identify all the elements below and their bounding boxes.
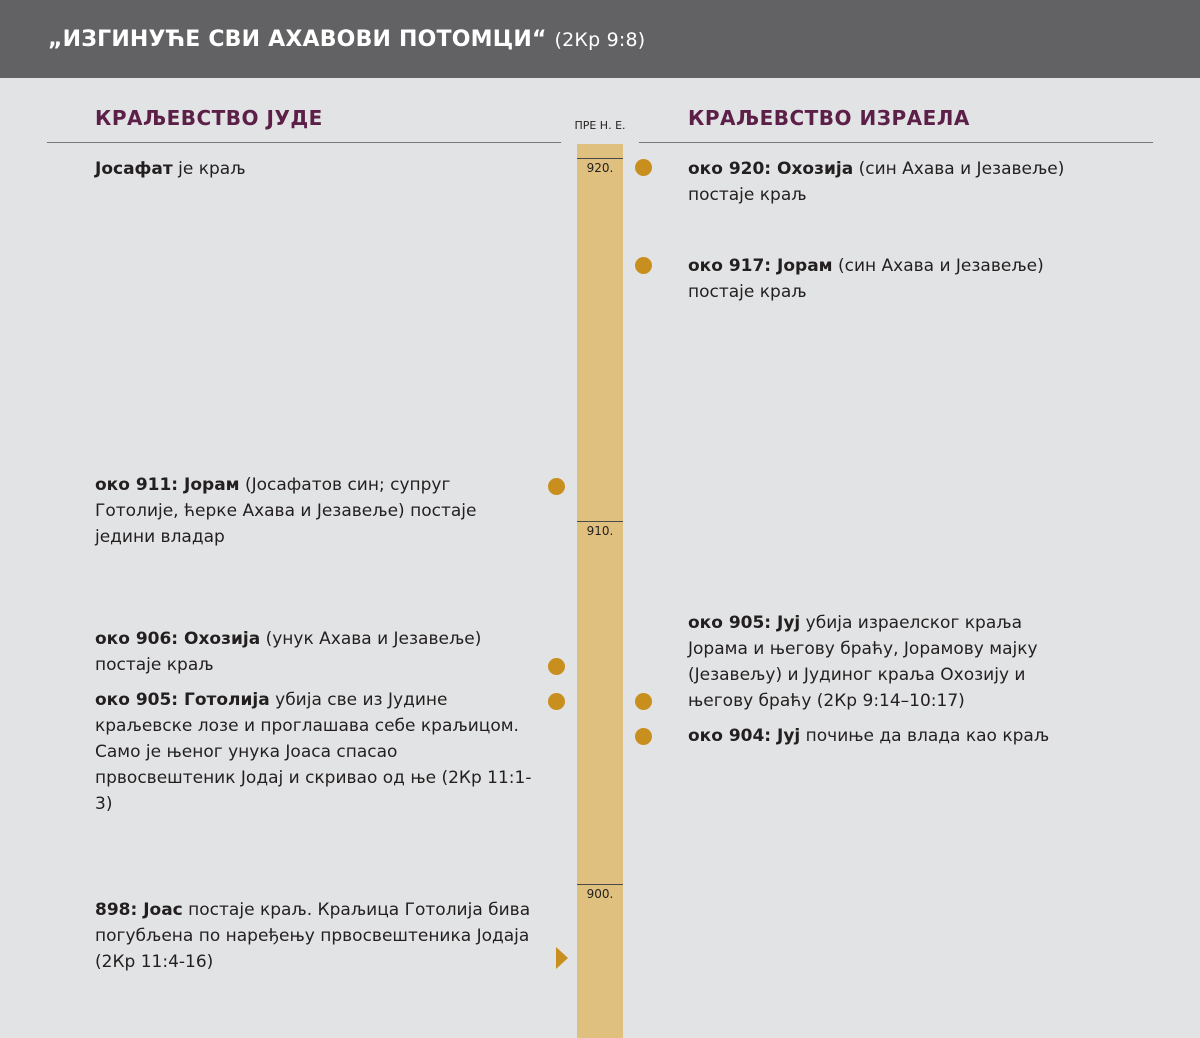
entry-title: око 905: Готолија <box>95 690 270 710</box>
right-marker-920 <box>635 159 652 176</box>
left-marker-898-arrow <box>556 947 568 969</box>
timeline-tick-910 <box>577 521 623 522</box>
right-divider <box>639 142 1153 143</box>
left-marker-906 <box>548 658 565 675</box>
title-text: „ИЗГИНУЋЕ СВИ АХАВОВИ ПОТОМЦИ“ <box>48 27 547 52</box>
left-marker-905 <box>548 693 565 710</box>
entry-title: око 920: Охозија <box>688 159 854 179</box>
entry-title: око 917: Јорам <box>688 256 833 276</box>
right-marker-905 <box>635 693 652 710</box>
left-entry-ahaziah <box>95 626 535 678</box>
entry-text: убија све из Јудине краљевске лозе и проглашава себе краљицом. Само је њеног унука Јоаса спасао првосвештеник Јодај и скривао од ње (2Кр 11:1-3) <box>95 690 532 814</box>
entry-title: 898: Јоас <box>95 900 183 920</box>
timeline-tick-920 <box>577 158 623 159</box>
right-entry-jehu-reigns <box>688 723 1078 749</box>
timeline-tick-label-910: 910. <box>586 524 614 538</box>
timeline-tick-900 <box>577 884 623 885</box>
timeline-tick-label-920: 920. <box>586 161 614 175</box>
entry-title: око 905: Јуј <box>688 613 801 633</box>
left-entry-jehoash <box>95 897 535 975</box>
left-column-title: КРАЉЕВСТВО ЈУДЕ <box>95 106 323 130</box>
entry-text: убија израелског краља Јорама и његову браћу, Јорамову мајку (Језавељу) и Јудиног краља Охозију и његову браћу (2Кр 9:14–10:17) <box>688 613 1038 711</box>
left-divider <box>47 142 561 143</box>
entry-title: око 904: Јуј <box>688 726 801 746</box>
title-reference: (2Кр 9:8) <box>554 29 646 51</box>
entry-title: око 906: Охозија <box>95 629 261 649</box>
header-banner <box>0 0 1200 78</box>
timeline-tick-label-900: 900. <box>586 887 614 901</box>
era-label: ПРЕ Н. Е. <box>574 119 626 132</box>
timeline-bar <box>577 144 623 1038</box>
entry-title: око 911: Јорам <box>95 475 240 495</box>
entry-text: (унук Ахава и Језавеље) постаје краљ <box>95 629 482 675</box>
right-entry-jehu-kills <box>688 610 1078 714</box>
left-entry-athaliah <box>95 687 535 817</box>
entry-text: (син Ахава и Језавеље) постаје краљ <box>688 256 1044 302</box>
entry-text: постаје краљ. Краљица Готолија бива погубљена по наређењу првосвештеника Јодаја (2Кр 11:4-16) <box>95 900 531 972</box>
left-entry-jehoram <box>95 472 535 550</box>
left-marker-911 <box>548 478 565 495</box>
right-marker-917 <box>635 257 652 274</box>
entry-text: је краљ <box>172 159 246 179</box>
entry-text: (син Ахава и Језавеље) постаје краљ <box>688 159 1065 205</box>
right-column-title: КРАЉЕВСТВО ИЗРАЕЛА <box>688 106 970 130</box>
page-title <box>48 27 645 52</box>
right-entry-ahaziah <box>688 156 1078 208</box>
right-marker-904 <box>635 728 652 745</box>
entry-text: (Јосафатов син; супруг Готолије, ћерке Ахава и Језавеље) постаје једини владар <box>95 475 477 547</box>
entry-title: Јосафат <box>95 159 173 179</box>
right-entry-jehoram <box>688 253 1078 305</box>
left-entry-jehoshaphat <box>95 156 535 182</box>
entry-text: почиње да влада као краљ <box>800 726 1050 746</box>
